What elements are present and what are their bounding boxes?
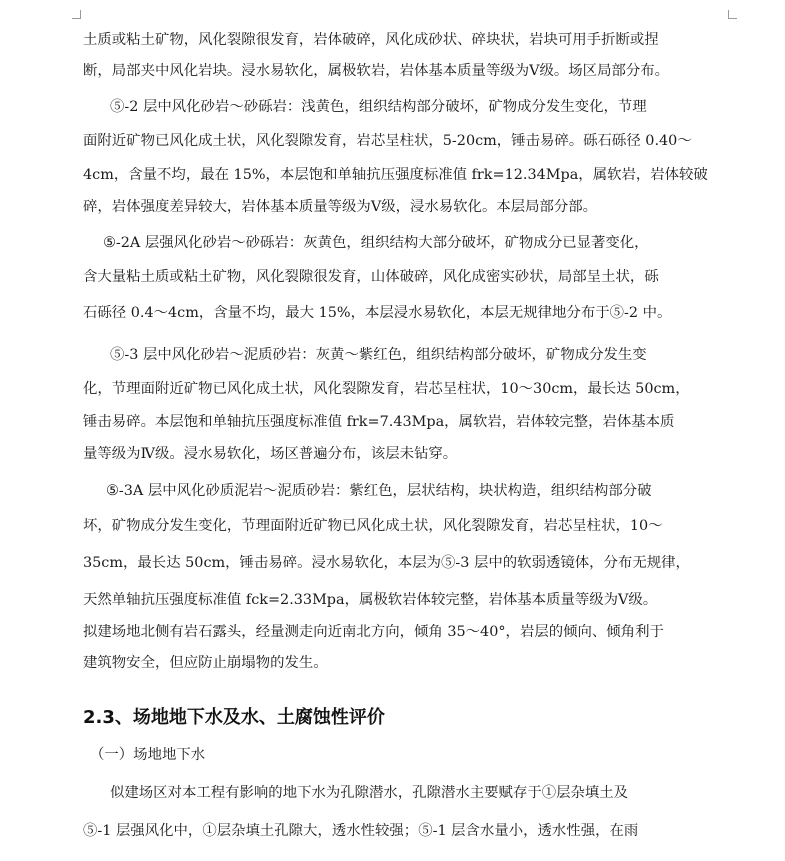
subsection-heading: （一）场地地下水 (90, 747, 206, 763)
page-corner-mark-left (72, 10, 81, 19)
paragraph-line: ⑤-2A 层强风化砂岩～砂砾岩：灰黄色，组织结构大部分破坏，矿物成分已显著变化， (103, 235, 649, 251)
paragraph-line: 含大量粘土质或粘土矿物，风化裂隙很发育，山体破碎，风化成密实砂状，局部呈土状，砾 (83, 269, 659, 285)
paragraph-line: 石砾径 0.4～4cm，含量不均，最大 15%，本层浸水易软化，本层无规律地分布于⑤-2 中。 (83, 305, 672, 321)
paragraph-line: ⑤-1 层强风化中，①层杂填土孔隙大，透水性较强；⑤-1 层含水量小，透水性强，在雨 (83, 823, 639, 839)
paragraph-line: ⑤-2 层中风化砂岩～砂砾岩：浅黄色，组织结构部分破坏，矿物成分发生变化，节理 (110, 99, 647, 115)
paragraph-line: 断，局部夹中风化岩块。浸水易软化，属极软岩，岩体基本质量等级为Ⅴ级。场区局部分布。 (83, 63, 670, 79)
paragraph-line: 建筑物安全，但应防止崩塌物的发生。 (83, 655, 328, 671)
paragraph-line: 量等级为Ⅳ级。浸水易软化，场区普遍分布，该层未钻穿。 (83, 446, 458, 462)
paragraph-line: ⑤-3A 层中风化砂质泥岩～泥质砂岩：紫红色，层状结构，块状构造，组织结构部分破 (106, 483, 652, 499)
paragraph-line: ⑤-3 层中风化砂岩～泥质砂岩：灰黄～紫红色，组织结构部分破坏，矿物成分发生变 (110, 347, 647, 363)
paragraph-line: 天然单轴抗压强度标准值 fck=2.33Mpa，属极软岩体较完整，岩体基本质量等级为Ⅴ级。 (83, 592, 658, 608)
page-corner-mark-right (728, 10, 737, 19)
paragraph-line: 土质或粘土矿物，风化裂隙很发育，岩体破碎，风化成砂状、碎块状，岩块可用手折断或捏 (83, 32, 659, 48)
paragraph-line: 35cm，最长达 50cm，锤击易碎。浸水易软化，本层为⑤-3 层中的软弱透镜体，分布无规律， (83, 555, 690, 571)
paragraph-line: 锤击易碎。本层饱和单轴抗压强度标准值 frk=7.43Mpa，属软岩，岩体较完整，岩体基本质 (83, 414, 675, 430)
paragraph-line: 4cm，含量不均，最在 15%，本层饱和单轴抗压强度标准值 frk=12.34Mpa，属软岩，岩体较破 (83, 167, 708, 183)
paragraph-line: 似建场区对本工程有影响的地下水为孔隙潜水，孔隙潜水主要赋存于①层杂填土及 (110, 785, 629, 801)
section-heading: 2.3、场地地下水及水、土腐蚀性评价 (83, 707, 385, 728)
paragraph-line: 面附近矿物已风化成土状，风化裂隙发育，岩芯呈柱状，5-20cm，锤击易碎。砾石砾径 0.40～ (83, 133, 692, 149)
paragraph-line: 拟建场地北侧有岩石露头，经量测走向近南北方向，倾角 35～40°，岩层的倾向、倾角利于 (83, 624, 664, 640)
paragraph-line: 碎，岩体强度差异较大，岩体基本质量等级为Ⅴ级，浸水易软化。本层局部分部。 (83, 199, 598, 215)
paragraph-line: 化，节理面附近矿物已风化成土状，风化裂隙发育，岩芯呈柱状，10～30cm，最长达 50cm， (83, 381, 690, 397)
paragraph-line: 坏，矿物成分发生变化，节理面附近矿物已风化成土状，风化裂隙发育，岩芯呈柱状，10～ (83, 518, 663, 534)
